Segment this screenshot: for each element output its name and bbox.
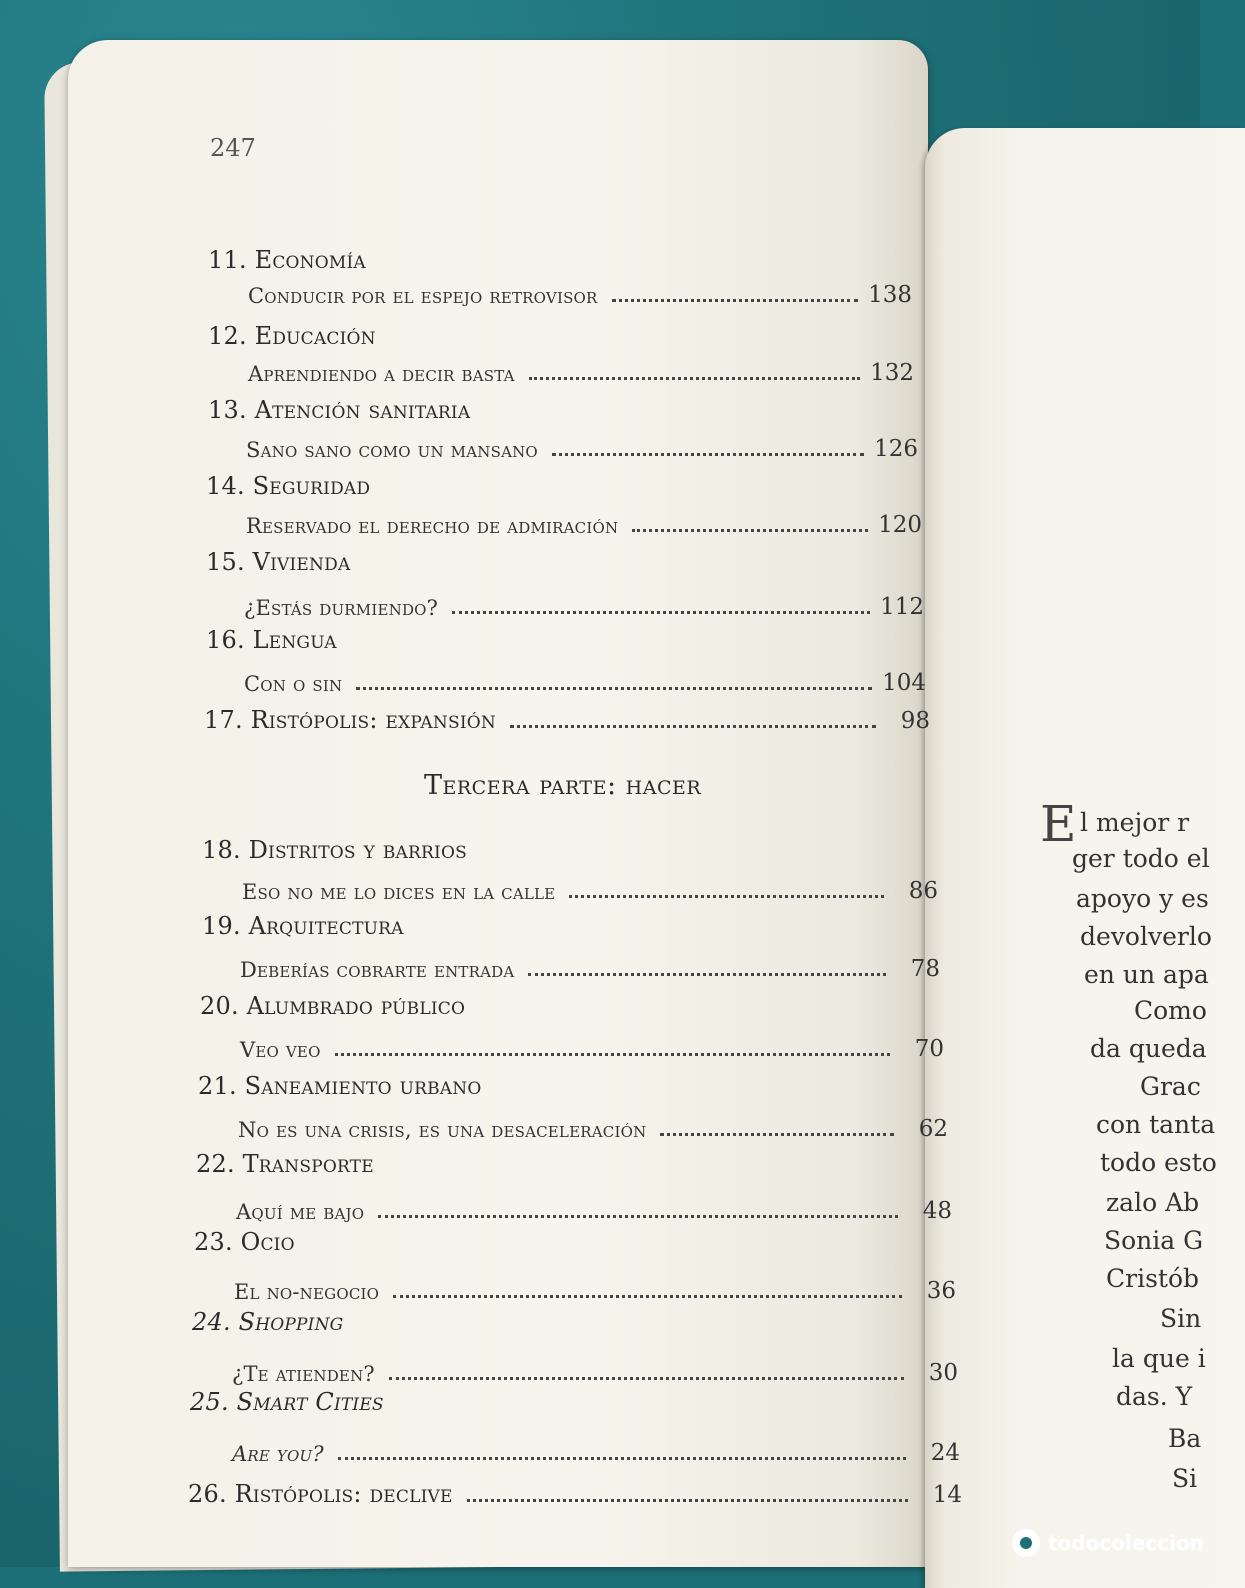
right-page-line: devolverlo (1080, 922, 1212, 951)
dot-leader (529, 377, 860, 380)
dot-leader (510, 725, 876, 728)
dot-leader (612, 299, 858, 302)
dot-leader (467, 1499, 908, 1502)
chapter-subtitle: Aprendiendo a decir basta (248, 362, 515, 386)
page-ref: 48 (922, 1198, 952, 1224)
page-ref: 86 (908, 878, 938, 904)
page-ref: 112 (880, 594, 924, 620)
right-page-line: la que i (1112, 1344, 1206, 1373)
right-page-line: das. Y (1116, 1382, 1193, 1411)
toc-entry-24 (192, 1302, 852, 1336)
dot-leader (569, 895, 884, 898)
page-ref: 126 (874, 436, 918, 462)
toc-subentry-25 (232, 1432, 960, 1466)
toc-entry-15 (206, 542, 866, 576)
toc-subentry-16 (244, 662, 926, 696)
dot-leader (528, 973, 886, 976)
toc-entry-18 (202, 830, 862, 864)
chapter-title: 21. Saneamiento urbano (198, 1072, 482, 1100)
part-heading: Tercera parte: hacer (424, 770, 702, 801)
chapter-title: 22. Transporte (196, 1150, 374, 1178)
right-page-line: Sonia G (1104, 1226, 1204, 1255)
toc-entry-19 (202, 906, 862, 940)
page-ref: 132 (870, 360, 914, 386)
chapter-title: 26. Ristópolis: declive (188, 1480, 453, 1508)
toc-entry-16 (206, 620, 866, 654)
watermark-text: todocoleccion (1048, 1531, 1204, 1555)
toc-entry-22 (196, 1144, 856, 1178)
chapter-subtitle: Conducir por el espejo retrovisor (248, 284, 598, 308)
toc-subentry-12 (248, 352, 914, 386)
toc-entry-12 (208, 316, 868, 350)
dot-leader (452, 611, 870, 614)
right-page-line: Cristób (1106, 1264, 1200, 1293)
toc-entry-14 (206, 466, 866, 500)
chapter-title: 20. Alumbrado público (200, 992, 466, 1020)
right-page-line: Ba (1168, 1424, 1202, 1453)
right-page-line: Sin (1160, 1304, 1202, 1333)
page-ref: 78 (910, 956, 940, 982)
toc-entry-23 (194, 1222, 854, 1256)
chapter-subtitle: Are you? (232, 1442, 324, 1466)
toc-subentry-19 (240, 948, 940, 982)
chapter-title: 14. Seguridad (206, 472, 371, 500)
chapter-subtitle: Aquí me bajo (236, 1200, 365, 1224)
chapter-title: 16. Lengua (206, 626, 337, 654)
page-ref: 62 (918, 1116, 948, 1142)
toc-subentry-13 (246, 428, 918, 462)
watermark (1012, 1526, 1204, 1560)
drop-cap: E (1040, 795, 1077, 853)
page-ref: 14 (932, 1482, 962, 1508)
right-page-line: todo esto (1100, 1148, 1217, 1177)
toc-entry-25 (190, 1382, 850, 1416)
chapter-subtitle: No es una crisis, es una desaceleración (238, 1118, 647, 1142)
chapter-title: 11. Economía (208, 246, 366, 274)
page-ref: 24 (930, 1440, 960, 1466)
right-page-line: con tanta (1096, 1110, 1216, 1139)
toc-subentry-14 (246, 504, 922, 538)
chapter-title: 13. Atención sanitaria (208, 396, 471, 424)
toc-subentry-20 (240, 1028, 944, 1062)
toc-subentry-21 (238, 1108, 948, 1142)
right-page-line: en un apa (1084, 960, 1209, 989)
chapter-subtitle: Con o sin (244, 672, 343, 696)
watermark-logo-icon (1012, 1529, 1040, 1557)
page-ref: 30 (928, 1360, 958, 1386)
page-number: 247 (210, 134, 256, 162)
dot-leader (393, 1295, 902, 1298)
chapter-title: 19. Arquitectura (202, 912, 404, 940)
dot-leader (335, 1053, 890, 1056)
toc-subentry-18 (242, 870, 938, 904)
page-ref: 138 (868, 282, 912, 308)
chapter-subtitle: Deberías cobrarte entrada (240, 958, 515, 982)
toc-entry-21 (198, 1066, 858, 1100)
dot-leader (338, 1457, 906, 1460)
page-ref: 104 (882, 670, 926, 696)
chapter-title: 25. Smart Cities (190, 1388, 384, 1416)
dot-leader (552, 453, 864, 456)
chapter-subtitle: Eso no me lo dices en la calle (242, 880, 556, 904)
right-page-line: Si (1172, 1464, 1198, 1493)
dot-leader (356, 687, 872, 690)
right-page-line: Como (1134, 996, 1207, 1025)
toc-subentry-15 (244, 586, 924, 620)
chapter-subtitle: El no-negocio (234, 1280, 380, 1304)
right-page-line: apoyo y es (1076, 884, 1209, 913)
chapter-subtitle: Veo veo (240, 1038, 321, 1062)
right-page-line: Grac (1140, 1072, 1201, 1101)
page-ref: 98 (900, 708, 930, 734)
right-page-line: l mejor r (1080, 808, 1190, 837)
toc-entry-20 (200, 986, 860, 1020)
toc-subentry-22 (236, 1190, 952, 1224)
chapter-subtitle: ¿Te atienden? (232, 1362, 375, 1386)
chapter-title: 24. Shopping (192, 1308, 344, 1336)
page-ref: 70 (914, 1036, 944, 1062)
toc-entry-13 (208, 390, 868, 424)
chapter-title: 15. Vivienda (206, 548, 351, 576)
chapter-title: 12. Educación (208, 322, 376, 350)
toc-entry-26 (188, 1474, 962, 1508)
chapter-title: 17. Ristópolis: expansión (204, 706, 496, 734)
chapter-title: 23. Ocio (194, 1228, 295, 1256)
chapter-subtitle: Sano sano como un mansano (246, 438, 538, 462)
toc-subentry-23 (234, 1270, 956, 1304)
dot-leader (389, 1377, 904, 1380)
right-page-line: da queda (1090, 1034, 1207, 1063)
toc-subentry-24 (232, 1352, 958, 1386)
toc-entry-17 (204, 700, 930, 734)
chapter-subtitle: Reservado el derecho de admiración (246, 514, 619, 538)
page-ref: 120 (878, 512, 922, 538)
right-page-line: zalo Ab (1106, 1188, 1200, 1217)
dot-leader (378, 1215, 898, 1218)
toc-entry-11 (208, 240, 868, 274)
page-ref: 36 (926, 1278, 956, 1304)
dot-leader (632, 529, 868, 532)
right-page-line: ger todo el (1072, 844, 1210, 873)
toc-subentry-11 (248, 274, 912, 308)
chapter-subtitle: ¿Estás durmiendo? (244, 596, 439, 620)
dot-leader (660, 1133, 894, 1136)
chapter-title: 18. Distritos y barrios (202, 836, 467, 864)
